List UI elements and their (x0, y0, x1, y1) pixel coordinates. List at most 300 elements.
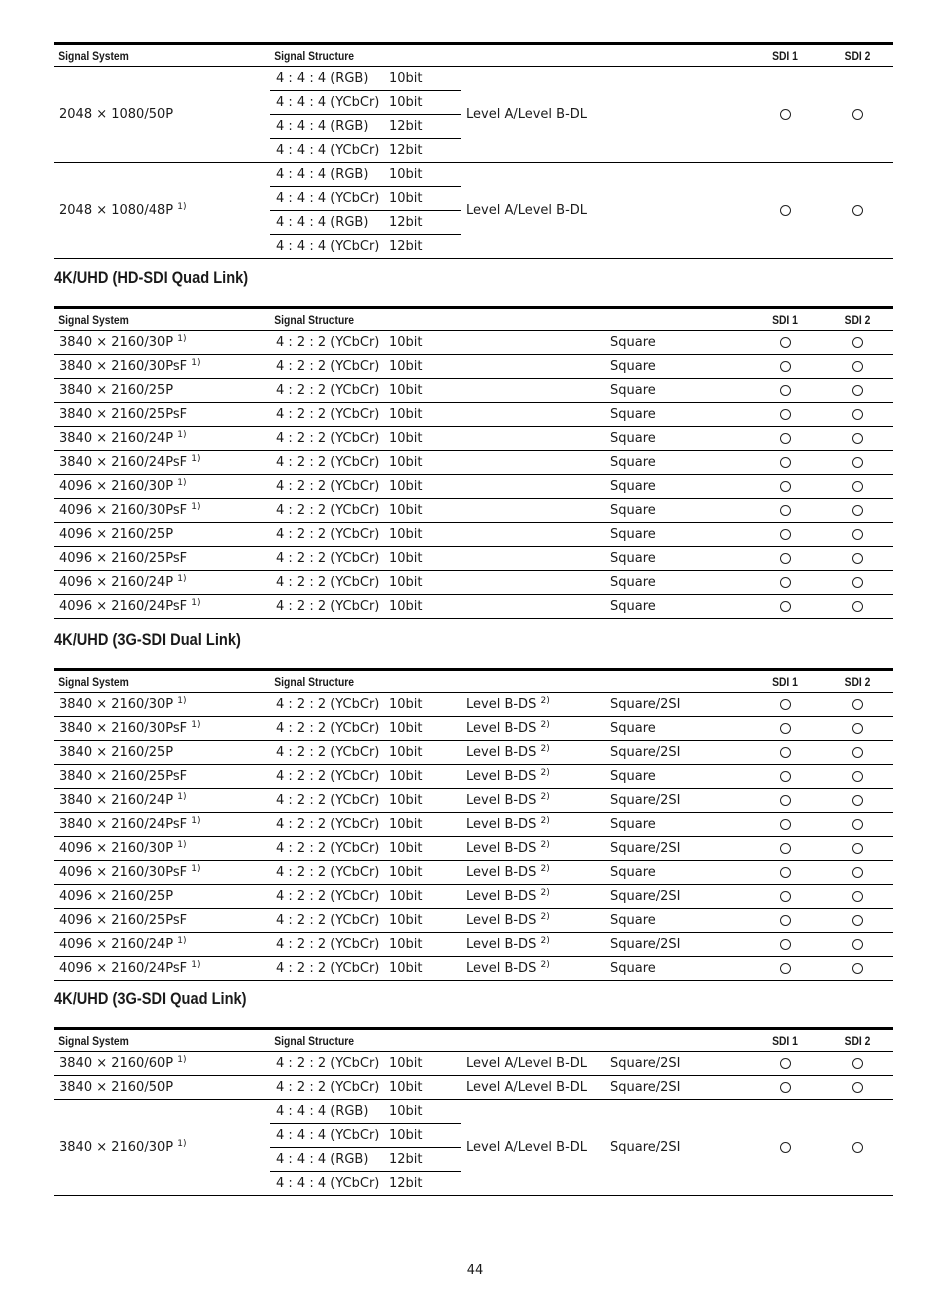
sdi2-mark (822, 885, 893, 909)
level-cell (461, 475, 605, 499)
footnote-ref: 1) (177, 936, 187, 946)
sdi2-mark (822, 741, 893, 765)
header-sdi1: SDI 1 (772, 48, 798, 63)
table-header-row (54, 308, 893, 331)
aspect-cell: Square (610, 769, 656, 784)
signal-structure-cell: 4 : 2 : 2 (YCbCr) (276, 551, 380, 566)
signal-system-text: 3840 × 2160/30PsF (59, 721, 188, 736)
signal-structure-cell: 4 : 4 : 4 (RGB) (270, 1100, 384, 1124)
level-cell (461, 837, 605, 861)
supported-mark-icon (852, 771, 863, 782)
signal-system-cell (54, 451, 270, 475)
bit-depth-cell: 10bit (389, 527, 423, 542)
level-cell (461, 933, 605, 957)
footnote-ref: 1) (177, 430, 187, 440)
signal-system-text: 4096 × 2160/25PsF (59, 551, 188, 566)
signal-system-text: 4096 × 2160/24PsF (59, 599, 188, 614)
level-cell (461, 451, 605, 475)
signal-system-text: 2048 × 1080/50P (59, 107, 174, 122)
level-cell (461, 765, 605, 789)
level-cell (461, 427, 605, 451)
sdi2-mark (822, 499, 893, 523)
bit-depth-cell: 10bit (389, 745, 423, 760)
table-header-row (54, 1029, 893, 1052)
signal-system-text: 3840 × 2160/24P (59, 793, 174, 808)
header-signal-system: Signal System (58, 48, 129, 63)
header-signal-structure: Signal Structure (274, 312, 355, 327)
table-row (54, 741, 893, 765)
level-text: Level A/Level B-DL (466, 1140, 588, 1155)
sdi2-mark (822, 67, 893, 163)
signal-structure-cell: 4 : 2 : 2 (YCbCr) (276, 407, 380, 422)
aspect-cell: Square/2SI (610, 937, 681, 952)
signal-system-cell (54, 741, 270, 765)
footnote-ref: 1) (177, 792, 187, 802)
bit-depth-cell: 10bit (389, 479, 423, 494)
sdi2-mark (822, 1076, 893, 1100)
table-row (54, 1100, 893, 1124)
signal-system-text: 4096 × 2160/30P (59, 479, 174, 494)
bit-depth-cell: 10bit (389, 407, 423, 422)
level-cell (461, 499, 605, 523)
sdi1-mark (748, 499, 822, 523)
signal-structure-cell: 4 : 2 : 2 (YCbCr) (276, 889, 380, 904)
footnote-ref: 1) (191, 358, 201, 368)
table-row (54, 475, 893, 499)
aspect-cell: Square (610, 575, 656, 590)
level-text: Level B-DS (466, 769, 537, 784)
aspect-cell: Square/2SI (610, 841, 681, 856)
signal-system-text: 4096 × 2160/25P (59, 527, 174, 542)
footnote-ref: 1) (177, 840, 187, 850)
sdi1-mark (748, 693, 822, 717)
supported-mark-icon (852, 723, 863, 734)
table-row (54, 547, 893, 571)
table-row (54, 67, 893, 91)
supported-mark-icon (852, 109, 863, 120)
signal-system-text: 3840 × 2160/25P (59, 745, 174, 760)
bit-depth-cell: 12bit (384, 115, 461, 139)
sdi2-mark (822, 163, 893, 259)
sdi2-mark (822, 837, 893, 861)
signal-structure-cell: 4 : 4 : 4 (YCbCr) (270, 235, 384, 259)
aspect-cell: Square (610, 721, 656, 736)
signal-table-2048 (54, 42, 893, 259)
signal-structure-cell: 4 : 4 : 4 (RGB) (270, 163, 384, 187)
footnote-ref: 2) (540, 936, 550, 946)
table-row (54, 693, 893, 717)
signal-system-cell (54, 837, 270, 861)
header-signal-structure: Signal Structure (274, 674, 355, 689)
level-cell (461, 379, 605, 403)
signal-system-text: 2048 × 1080/48P (59, 203, 174, 218)
sdi1-mark (748, 403, 822, 427)
level-cell (461, 789, 605, 813)
level-cell (461, 861, 605, 885)
supported-mark-icon (780, 891, 791, 902)
header-sdi2: SDI 2 (844, 674, 871, 689)
sdi1-mark (748, 909, 822, 933)
table-row (54, 331, 893, 355)
aspect-cell: Square/2SI (610, 1056, 681, 1071)
table-header-row (54, 44, 893, 67)
sdi1-mark (748, 331, 822, 355)
header-sdi2: SDI 2 (844, 1033, 871, 1048)
signal-system-cell (54, 403, 270, 427)
signal-structure-cell: 4 : 2 : 2 (YCbCr) (276, 575, 380, 590)
footnote-ref: 2) (540, 864, 550, 874)
signal-structure-cell: 4 : 4 : 4 (YCbCr) (270, 1124, 384, 1148)
supported-mark-icon (852, 1082, 863, 1093)
table-row (54, 861, 893, 885)
level-cell (461, 813, 605, 837)
bit-depth-cell: 10bit (389, 889, 423, 904)
sdi2-mark (822, 1052, 893, 1076)
sdi1-mark (748, 1076, 822, 1100)
sdi2-mark (822, 717, 893, 741)
signal-system-cell (54, 475, 270, 499)
level-cell (461, 523, 605, 547)
supported-mark-icon (780, 385, 791, 396)
table-row (54, 957, 893, 981)
footnote-ref: 1) (177, 478, 187, 488)
footnote-ref: 2) (540, 888, 550, 898)
footnote-ref: 2) (540, 816, 550, 826)
level-cell (461, 1100, 605, 1196)
signal-system-text: 3840 × 2160/25PsF (59, 769, 188, 784)
supported-mark-icon (780, 205, 791, 216)
signal-structure-cell: 4 : 2 : 2 (YCbCr) (276, 599, 380, 614)
supported-mark-icon (780, 795, 791, 806)
supported-mark-icon (780, 553, 791, 564)
signal-system-text: 3840 × 2160/30PsF (59, 359, 188, 374)
sdi1-mark (748, 427, 822, 451)
level-cell (461, 693, 605, 717)
sdi1-mark (748, 379, 822, 403)
level-cell (461, 163, 605, 259)
aspect-cell: Square/2SI (610, 697, 681, 712)
supported-mark-icon (852, 1142, 863, 1153)
table-row (54, 523, 893, 547)
bit-depth-cell: 10bit (389, 455, 423, 470)
footnote-ref: 2) (540, 744, 550, 754)
signal-system-cell (54, 163, 270, 259)
level-cell (461, 741, 605, 765)
section-title-hd-sdi-quad-link: 4K/UHD (HD-SDI Quad Link) (54, 268, 249, 287)
level-cell (461, 355, 605, 379)
bit-depth-cell: 10bit (389, 841, 423, 856)
signal-structure-cell: 4 : 2 : 2 (YCbCr) (276, 335, 380, 350)
supported-mark-icon (852, 963, 863, 974)
signal-system-cell (54, 885, 270, 909)
supported-mark-icon (780, 915, 791, 926)
signal-structure-cell: 4 : 4 : 4 (RGB) (270, 115, 384, 139)
level-text: Level A/Level B-DL (466, 1080, 588, 1095)
signal-table-3g-sdi-dual-link (54, 668, 893, 981)
supported-mark-icon (852, 361, 863, 372)
level-text: Level A/Level B-DL (466, 107, 588, 122)
supported-mark-icon (780, 1142, 791, 1153)
bit-depth-cell: 10bit (389, 721, 423, 736)
aspect-cell: Square (610, 407, 656, 422)
bit-depth-cell: 10bit (389, 937, 423, 952)
signal-structure-cell: 4 : 2 : 2 (YCbCr) (276, 455, 380, 470)
table-row (54, 1052, 893, 1076)
signal-structure-cell: 4 : 2 : 2 (YCbCr) (276, 961, 380, 976)
signal-system-cell (54, 571, 270, 595)
table-row (54, 355, 893, 379)
level-cell (461, 331, 605, 355)
signal-structure-cell: 4 : 4 : 4 (YCbCr) (270, 139, 384, 163)
signal-system-text: 3840 × 2160/24PsF (59, 455, 188, 470)
footnote-ref: 1) (191, 502, 201, 512)
table-row (54, 427, 893, 451)
footnote-ref: 1) (191, 598, 201, 608)
supported-mark-icon (780, 361, 791, 372)
sdi2-mark (822, 789, 893, 813)
table-row (54, 379, 893, 403)
supported-mark-icon (780, 1082, 791, 1093)
signal-system-text: 3840 × 2160/30P (59, 697, 174, 712)
level-cell (461, 957, 605, 981)
bit-depth-cell: 10bit (384, 1100, 461, 1124)
signal-system-cell (54, 909, 270, 933)
level-cell (461, 403, 605, 427)
header-signal-structure: Signal Structure (274, 1033, 355, 1048)
bit-depth-cell: 10bit (389, 865, 423, 880)
supported-mark-icon (852, 409, 863, 420)
bit-depth-cell: 12bit (384, 235, 461, 259)
footnote-ref: 1) (177, 1055, 187, 1065)
signal-structure-cell: 4 : 2 : 2 (YCbCr) (276, 745, 380, 760)
footnote-ref: 1) (191, 864, 201, 874)
signal-system-cell (54, 595, 270, 619)
bit-depth-cell: 10bit (389, 697, 423, 712)
supported-mark-icon (780, 601, 791, 612)
table-row (54, 595, 893, 619)
footnote-ref: 2) (540, 840, 550, 850)
footnote-ref: 2) (540, 912, 550, 922)
supported-mark-icon (780, 843, 791, 854)
signal-system-cell (54, 789, 270, 813)
bit-depth-cell: 10bit (384, 1124, 461, 1148)
footnote-ref: 2) (540, 960, 550, 970)
aspect-cell: Square (610, 961, 656, 976)
supported-mark-icon (852, 867, 863, 878)
level-text: Level B-DS (466, 913, 537, 928)
table-row (54, 451, 893, 475)
sdi1-mark (748, 765, 822, 789)
aspect-cell: Square (610, 817, 656, 832)
level-text: Level B-DS (466, 697, 537, 712)
supported-mark-icon (852, 915, 863, 926)
sdi2-mark (822, 909, 893, 933)
signal-system-cell (54, 933, 270, 957)
signal-structure-cell: 4 : 2 : 2 (YCbCr) (276, 359, 380, 374)
aspect-cell: Square (610, 335, 656, 350)
level-cell (461, 595, 605, 619)
aspect-cell: Square (610, 913, 656, 928)
aspect-cell (605, 163, 748, 259)
sdi1-mark (748, 741, 822, 765)
aspect-cell: Square/2SI (610, 1080, 681, 1095)
sdi2-mark (822, 523, 893, 547)
footnote-ref: 1) (177, 334, 187, 344)
level-cell (461, 67, 605, 163)
aspect-cell: Square/2SI (605, 1100, 748, 1196)
table-row (54, 1076, 893, 1100)
signal-system-text: 3840 × 2160/30P (59, 335, 174, 350)
footnote-ref: 1) (191, 454, 201, 464)
signal-structure-cell: 4 : 4 : 4 (YCbCr) (270, 1172, 384, 1196)
level-cell (461, 571, 605, 595)
signal-structure-cell: 4 : 2 : 2 (YCbCr) (276, 1056, 380, 1071)
signal-system-cell (54, 957, 270, 981)
bit-depth-cell: 10bit (384, 163, 461, 187)
footnote-ref: 1) (177, 1139, 187, 1149)
bit-depth-cell: 12bit (384, 1172, 461, 1196)
header-signal-system: Signal System (58, 674, 129, 689)
sdi1-mark (748, 789, 822, 813)
signal-structure-cell: 4 : 2 : 2 (YCbCr) (276, 793, 380, 808)
sdi2-mark (822, 957, 893, 981)
page-number: 44 (466, 1263, 484, 1278)
sdi2-mark (822, 427, 893, 451)
supported-mark-icon (852, 385, 863, 396)
aspect-cell: Square (610, 599, 656, 614)
signal-structure-cell: 4 : 2 : 2 (YCbCr) (276, 697, 380, 712)
bit-depth-cell: 12bit (384, 139, 461, 163)
aspect-cell: Square (610, 551, 656, 566)
sdi2-mark (822, 355, 893, 379)
sdi1-mark (748, 451, 822, 475)
level-cell (461, 909, 605, 933)
signal-system-text: 4096 × 2160/24P (59, 937, 174, 952)
signal-system-text: 4096 × 2160/24PsF (59, 961, 188, 976)
signal-system-cell (54, 693, 270, 717)
supported-mark-icon (780, 457, 791, 468)
header-sdi2: SDI 2 (844, 312, 871, 327)
section-title-3g-sdi-dual-link: 4K/UHD (3G-SDI Dual Link) (54, 630, 241, 649)
signal-system-cell (54, 355, 270, 379)
bit-depth-cell: 10bit (389, 599, 423, 614)
header-sdi1: SDI 1 (772, 312, 798, 327)
signal-structure-cell: 4 : 2 : 2 (YCbCr) (276, 817, 380, 832)
aspect-cell: Square (610, 431, 656, 446)
level-text: Level B-DS (466, 889, 537, 904)
supported-mark-icon (852, 795, 863, 806)
signal-system-cell (54, 1052, 270, 1076)
sdi1-mark (748, 861, 822, 885)
footnote-ref: 1) (191, 816, 201, 826)
sdi1-mark (748, 813, 822, 837)
sdi2-mark (822, 331, 893, 355)
bit-depth-cell: 10bit (389, 1080, 423, 1095)
supported-mark-icon (780, 409, 791, 420)
level-text: Level B-DS (466, 793, 537, 808)
section-title-3g-sdi-quad-link: 4K/UHD (3G-SDI Quad Link) (54, 989, 247, 1008)
table-row (54, 813, 893, 837)
level-text: Level B-DS (466, 817, 537, 832)
aspect-cell (605, 67, 748, 163)
header-sdi1: SDI 1 (772, 674, 798, 689)
aspect-cell: Square (610, 455, 656, 470)
signal-structure-cell: 4 : 4 : 4 (RGB) (270, 67, 384, 91)
signal-system-cell (54, 499, 270, 523)
bit-depth-cell: 10bit (389, 335, 423, 350)
signal-system-cell (54, 427, 270, 451)
table-row (54, 765, 893, 789)
signal-structure-cell: 4 : 2 : 2 (YCbCr) (276, 913, 380, 928)
signal-system-text: 3840 × 2160/25P (59, 383, 174, 398)
supported-mark-icon (852, 457, 863, 468)
sdi2-mark (822, 403, 893, 427)
signal-system-cell (54, 765, 270, 789)
sdi2-mark (822, 765, 893, 789)
supported-mark-icon (780, 771, 791, 782)
bit-depth-cell: 10bit (389, 817, 423, 832)
supported-mark-icon (852, 505, 863, 516)
bit-depth-cell: 10bit (389, 359, 423, 374)
supported-mark-icon (780, 723, 791, 734)
signal-system-cell (54, 523, 270, 547)
sdi1-mark (748, 595, 822, 619)
header-sdi2: SDI 2 (844, 48, 871, 63)
table-row (54, 909, 893, 933)
table-row (54, 163, 893, 187)
signal-system-text: 4096 × 2160/25PsF (59, 913, 188, 928)
supported-mark-icon (852, 843, 863, 854)
bit-depth-cell: 10bit (389, 551, 423, 566)
signal-structure-cell: 4 : 4 : 4 (YCbCr) (270, 91, 384, 115)
signal-structure-cell: 4 : 4 : 4 (RGB) (270, 1148, 384, 1172)
sdi1-mark (748, 837, 822, 861)
signal-structure-cell: 4 : 2 : 2 (YCbCr) (276, 383, 380, 398)
sdi2-mark (822, 693, 893, 717)
sdi2-mark (822, 1100, 893, 1196)
signal-system-text: 4096 × 2160/30PsF (59, 865, 188, 880)
sdi2-mark (822, 571, 893, 595)
level-cell (461, 547, 605, 571)
signal-table-3g-sdi-quad-link (54, 1027, 893, 1196)
signal-structure-cell: 4 : 2 : 2 (YCbCr) (276, 769, 380, 784)
bit-depth-cell: 12bit (384, 1148, 461, 1172)
signal-system-text: 3840 × 2160/24P (59, 431, 174, 446)
sdi1-mark (748, 547, 822, 571)
signal-system-cell (54, 861, 270, 885)
level-cell (461, 717, 605, 741)
supported-mark-icon (780, 109, 791, 120)
bit-depth-cell: 12bit (384, 211, 461, 235)
sdi2-mark (822, 547, 893, 571)
signal-system-text: 3840 × 2160/30P (59, 1140, 174, 1155)
supported-mark-icon (852, 1058, 863, 1069)
signal-system-text: 4096 × 2160/30P (59, 841, 174, 856)
supported-mark-icon (780, 819, 791, 830)
aspect-cell: Square/2SI (610, 745, 681, 760)
signal-structure-cell: 4 : 2 : 2 (YCbCr) (276, 479, 380, 494)
footnote-ref: 1) (191, 960, 201, 970)
sdi2-mark (822, 933, 893, 957)
bit-depth-cell: 10bit (389, 913, 423, 928)
sdi2-mark (822, 813, 893, 837)
signal-structure-cell: 4 : 2 : 2 (YCbCr) (276, 937, 380, 952)
bit-depth-cell: 10bit (384, 187, 461, 211)
table-row (54, 499, 893, 523)
signal-system-cell (54, 379, 270, 403)
footnote-ref: 1) (177, 574, 187, 584)
level-cell (461, 1052, 605, 1076)
